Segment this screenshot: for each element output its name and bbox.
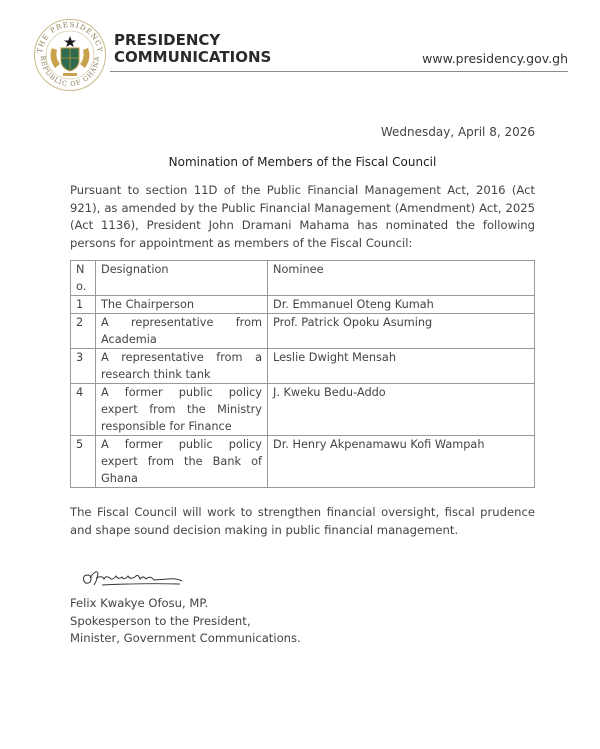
table-header-row bbox=[71, 261, 535, 296]
row-designation: A former public policy expert from the Ministry responsible for Finance bbox=[96, 384, 268, 436]
intro-paragraph: Pursuant to section 11D of the Public Financial Management Act, 2016 (Act 921), as amended by the Public Financial Management (Amendment) Act, 2025 (Act 1136), President John Dramani Mahama has nominated the following persons for appointment as members of the Fiscal Council: bbox=[70, 183, 535, 250]
header-no: No. bbox=[71, 261, 96, 296]
website-link[interactable]: www.presidency.gov.gh bbox=[422, 51, 568, 66]
row-designation: A representative from Academia bbox=[96, 314, 268, 349]
header-nominee: Nominee bbox=[268, 261, 535, 296]
row-no: 1 bbox=[71, 296, 96, 314]
header-divider bbox=[110, 71, 568, 72]
brand-name bbox=[114, 32, 271, 66]
row-designation: A representative from a research think tank bbox=[96, 349, 268, 384]
table-row bbox=[71, 314, 535, 349]
row-nominee: Dr. Emmanuel Oteng Kumah bbox=[268, 296, 535, 314]
document-date: Wednesday, April 8, 2026 bbox=[380, 125, 535, 139]
signatory-role-2: Minister, Government Communications. bbox=[70, 631, 301, 645]
row-nominee: Leslie Dwight Mensah bbox=[268, 349, 535, 384]
brand-line-1: PRESIDENCY bbox=[114, 31, 221, 49]
nominees-table bbox=[70, 260, 535, 488]
row-designation: The Chairperson bbox=[96, 296, 268, 314]
document-body bbox=[0, 100, 600, 678]
emblem-top-text: THE PRESIDENCY bbox=[35, 20, 105, 54]
row-nominee: Prof. Patrick Opoku Asuming bbox=[268, 314, 535, 349]
table-row bbox=[71, 349, 535, 384]
signature-icon bbox=[80, 563, 190, 591]
row-no: 2 bbox=[71, 314, 96, 349]
row-no: 5 bbox=[71, 436, 96, 488]
row-no: 3 bbox=[71, 349, 96, 384]
document-title: Nomination of Members of the Fiscal Council bbox=[168, 155, 437, 169]
row-no: 4 bbox=[71, 384, 96, 436]
coat-of-arms-emblem-icon bbox=[33, 18, 107, 92]
row-nominee: Dr. Henry Akpenamawu Kofi Wampah bbox=[268, 436, 535, 488]
signatory-role-1: Spokesperson to the President, bbox=[70, 613, 251, 628]
table-row bbox=[71, 384, 535, 436]
table-row bbox=[71, 296, 535, 314]
signatory-block bbox=[70, 595, 535, 648]
signature-block bbox=[70, 563, 535, 648]
header-designation: Designation bbox=[96, 261, 268, 296]
signatory-name: Felix Kwakye Ofosu, MP. bbox=[70, 596, 209, 610]
row-designation: A former public policy expert from the Bank of Ghana bbox=[96, 436, 268, 488]
letterhead bbox=[0, 0, 600, 100]
closing-paragraph: The Fiscal Council will work to strengthen financial oversight, fiscal prudence and shape sound decision making in public financial management. bbox=[70, 505, 535, 537]
emblem-bottom-text: REPUBLIC OF GHANA bbox=[38, 55, 102, 89]
brand-line-2: COMMUNICATIONS bbox=[114, 48, 272, 66]
table-row bbox=[71, 436, 535, 488]
row-nominee: J. Kweku Bedu-Addo bbox=[268, 384, 535, 436]
